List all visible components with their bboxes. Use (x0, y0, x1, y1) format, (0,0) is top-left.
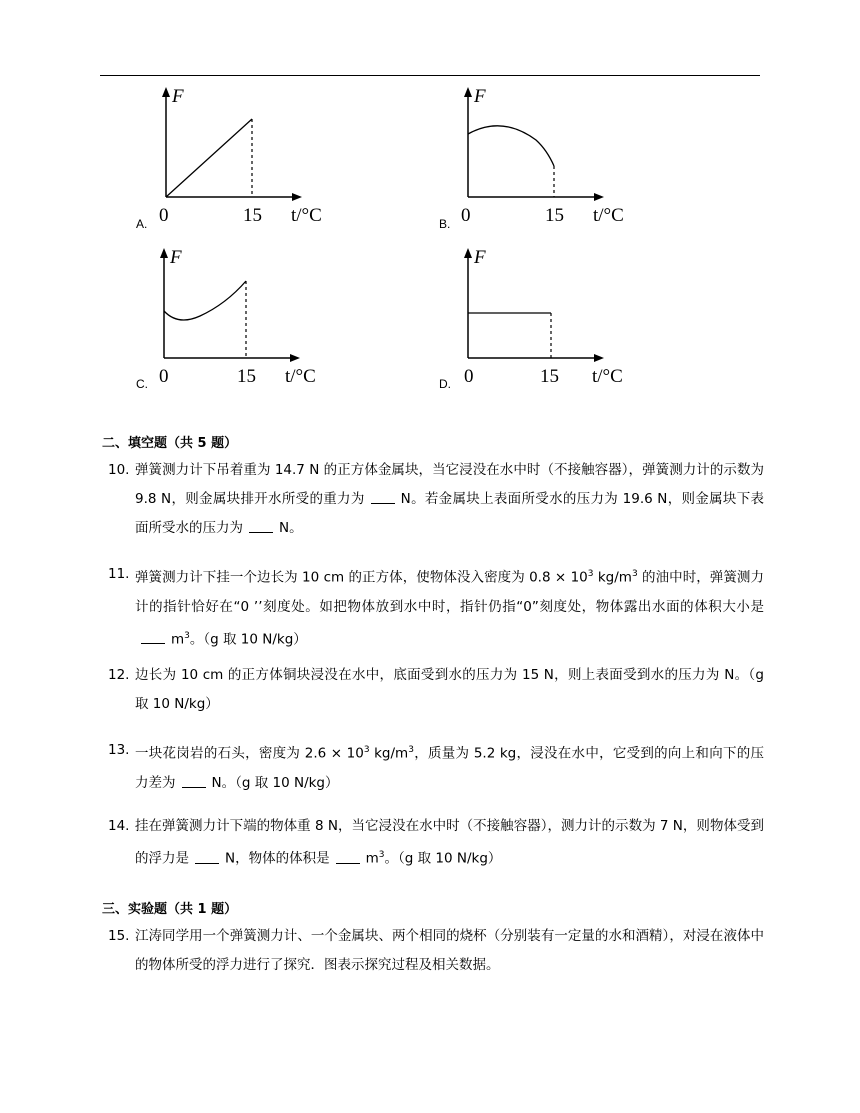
answer-blank[interactable] (336, 849, 360, 864)
question-15 (108, 922, 764, 980)
question-10 (108, 456, 764, 543)
question-number: 14. (108, 818, 130, 834)
graph-d-svg (432, 246, 632, 396)
graph-b (432, 85, 632, 235)
question-text: 挂在弹簧测力计下端的物体重 8 N，当它浸没在水中时（不接触容器），测力计的示数为 7 N，则物体受到的浮力是 (135, 818, 764, 867)
graph-a-y-label: F (172, 86, 184, 107)
question-text: m (171, 631, 185, 647)
graph-d-y-label: F (474, 247, 486, 268)
graph-a-svg (130, 85, 330, 235)
section-fill-heading: 二、填空题（共 5 题） (102, 436, 238, 451)
option-c-label: C. (136, 377, 148, 391)
header-rule (100, 75, 760, 76)
question-text: 弹簧测力计下吊着重为 14.7 N 的正方体金属块，当它浸没在水中时（不接触容器），弹簧测力计的示数为 9.8 N，则金属块排开水所受的重力为 (135, 462, 764, 507)
question-number: 11. (108, 566, 130, 582)
question-text: 。（g 取 10 N/kg） (384, 850, 502, 867)
superscript: 3 (631, 569, 638, 579)
answer-blank[interactable] (249, 518, 273, 533)
superscript: 3 (184, 630, 190, 641)
option-b-label: B. (439, 217, 451, 231)
graph-b-svg (432, 85, 632, 235)
question-text: N。若金属块上表面所受水的压力为 19.6 N，则金属块下表面所受水的压力为 (135, 491, 765, 536)
question-text: N。 (279, 520, 303, 536)
graph-d-x-label: t/°C (592, 366, 623, 387)
section-experiment-heading: 三、实验题（共 1 题） (102, 902, 238, 917)
question-number: 10. (108, 462, 130, 478)
question-text: kg/m (369, 745, 409, 762)
graph-a (130, 85, 330, 235)
question-number: 13. (108, 742, 130, 758)
superscript: 3 (363, 745, 370, 755)
answer-blank[interactable] (195, 849, 219, 864)
graph-c-x-label: t/°C (285, 366, 316, 387)
graph-c-curve (164, 281, 246, 320)
superscript: 3 (378, 850, 385, 860)
question-number: 15. (108, 928, 130, 944)
answer-blank[interactable] (182, 773, 206, 788)
question-text: 的油中时，弹簧测力计的指针恰好在“0 ’’刻度处。如把物体放到水中时，指针仍指“0”刻度处，物体露出水面的体积大小是 (135, 569, 764, 615)
question-text: 一块花岗岩的石头，密度为 2.6 × 10 (135, 745, 364, 762)
graph-b-origin: 0 (461, 205, 471, 226)
graph-d-origin: 0 (464, 366, 474, 387)
graph-c-svg (128, 246, 328, 396)
graph-d-x-tick: 15 (540, 366, 559, 387)
question-12 (108, 661, 764, 719)
question-text: 边长为 10 cm 的正方体铜块浸没在水中，底面受到水的压力为 15 N，则上表面受到水的压力为 N。（g 取 10 N/kg） (135, 667, 764, 712)
graph-c-x-tick: 15 (237, 366, 256, 387)
option-d-label: D. (439, 377, 451, 391)
question-number: 12. (108, 667, 130, 683)
graph-b-curve (468, 126, 554, 166)
graph-c-y-label: F (170, 247, 182, 268)
question-text: 江涛同学用一个弹簧测力计、一个金属块、两个相同的烧杯（分别装有一定量的水和酒精），对浸在液体中的物体所受的浮力进行了探究．图表示探究过程及相关数据。 (135, 928, 764, 973)
graph-a-origin: 0 (159, 205, 169, 226)
answer-blank[interactable] (141, 629, 165, 644)
superscript: 3 (587, 569, 594, 579)
option-a-label: A. (136, 217, 148, 231)
question-11 (108, 560, 764, 654)
superscript: 3 (408, 745, 414, 755)
question-13 (108, 736, 764, 798)
question-text: N，物体的体积是 (225, 850, 330, 867)
graph-b-x-tick: 15 (545, 205, 564, 226)
question-text: m (365, 850, 379, 867)
graph-c-origin: 0 (159, 366, 169, 387)
question-text: kg/m (593, 569, 632, 586)
question-text: 弹簧测力计下挂一个边长为 10 cm 的正方体，使物体没入密度为 0.8 × 10 (135, 569, 588, 586)
graph-b-x-label: t/°C (593, 205, 624, 226)
graph-a-x-label: t/°C (291, 205, 322, 226)
graph-c (128, 246, 328, 396)
graph-a-curve (166, 119, 252, 197)
answer-blank[interactable] (371, 489, 395, 504)
question-text: 。（g 取 10 N/kg） (189, 631, 307, 647)
question-text: N。（g 取 10 N/kg） (211, 774, 339, 791)
graph-b-y-label: F (474, 86, 486, 107)
question-14 (108, 812, 764, 874)
graph-d (432, 246, 632, 396)
graph-a-x-tick: 15 (243, 205, 262, 226)
question-text: ，质量为 5.2 kg，浸没在水中，它受到的向上和向下的压力差为 (135, 745, 764, 791)
